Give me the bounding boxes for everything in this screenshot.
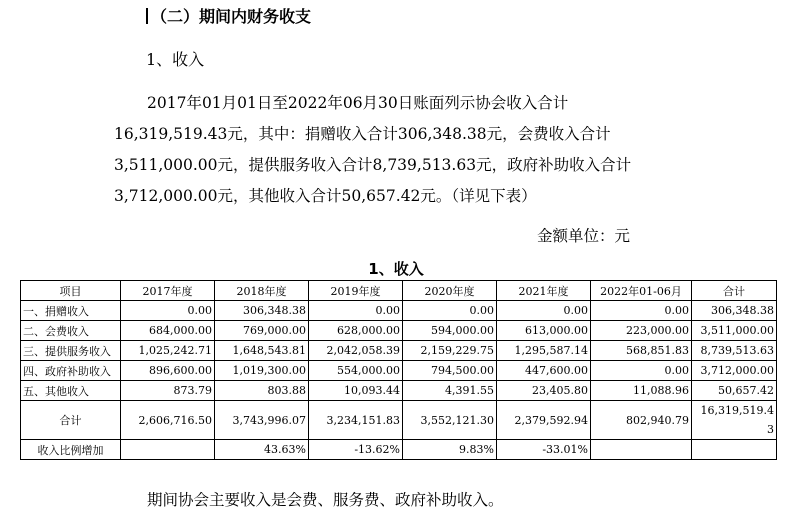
cell: 896,600.00 bbox=[121, 361, 215, 381]
cell: 50,657.42 bbox=[692, 381, 777, 401]
cell: 2,379,592.94 bbox=[497, 401, 591, 440]
cell: -33.01% bbox=[497, 440, 591, 460]
cell bbox=[591, 440, 692, 460]
cell: 794,500.00 bbox=[403, 361, 497, 381]
table-row-total bbox=[21, 401, 777, 440]
cell bbox=[692, 440, 777, 460]
cell: 8,739,513.63 bbox=[692, 341, 777, 361]
header-2021: 2021年度 bbox=[497, 281, 591, 301]
cell: 3,511,000.00 bbox=[692, 321, 777, 341]
row-label: 五、其他收入 bbox=[21, 381, 121, 401]
income-table bbox=[20, 280, 777, 460]
row-label: 合计 bbox=[21, 401, 121, 440]
sub-title: 1、收入 bbox=[146, 50, 205, 69]
cell: 684,000.00 bbox=[121, 321, 215, 341]
table-row-services bbox=[21, 341, 777, 361]
header-total: 合计 bbox=[692, 281, 777, 301]
cell: 3,743,996.07 bbox=[215, 401, 309, 440]
header-2020: 2020年度 bbox=[403, 281, 497, 301]
header-2017: 2017年度 bbox=[121, 281, 215, 301]
row-label: 一、捐赠收入 bbox=[21, 301, 121, 321]
cell: 2,606,716.50 bbox=[121, 401, 215, 440]
cell bbox=[121, 440, 215, 460]
cell: 613,000.00 bbox=[497, 321, 591, 341]
unit-note: 金额单位：元 bbox=[537, 227, 631, 245]
cell: 9.83% bbox=[403, 440, 497, 460]
table-row-ratio bbox=[21, 440, 777, 460]
row-label: 三、提供服务收入 bbox=[21, 341, 121, 361]
cell: 23,405.80 bbox=[497, 381, 591, 401]
cell: 873.79 bbox=[121, 381, 215, 401]
cell: 447,600.00 bbox=[497, 361, 591, 381]
header-2018: 2018年度 bbox=[215, 281, 309, 301]
cell: 0.00 bbox=[403, 301, 497, 321]
cell: 0.00 bbox=[309, 301, 403, 321]
cell: 10,093.44 bbox=[309, 381, 403, 401]
cell: 554,000.00 bbox=[309, 361, 403, 381]
row-label: 二、会费收入 bbox=[21, 321, 121, 341]
header-2022h1: 2022年01-06月 bbox=[591, 281, 692, 301]
cell: 2,042,058.39 bbox=[309, 341, 403, 361]
income-summary-paragraph: 2017年01月01日至2022年06月30日账面列示协会收入合计16,319,519.43元，其中：捐赠收入合计306,348.38元，会费收入合计3,511,000.00元，提供服务收入合计8,739,513.63元，政府补助收入合计3,712,000.00元，其他收入合计50,657.42元。（详见下表） bbox=[114, 94, 632, 205]
table-row-other bbox=[21, 381, 777, 401]
cell: 223,000.00 bbox=[591, 321, 692, 341]
cell: 11,088.96 bbox=[591, 381, 692, 401]
header-2019: 2019年度 bbox=[309, 281, 403, 301]
cell: 1,648,543.81 bbox=[215, 341, 309, 361]
row-label: 四、政府补助收入 bbox=[21, 361, 121, 381]
cell: 306,348.38 bbox=[215, 301, 309, 321]
cell: -13.62% bbox=[309, 440, 403, 460]
cell: 0.00 bbox=[591, 361, 692, 381]
table-header-row bbox=[21, 281, 777, 301]
title-bar-decoration bbox=[146, 8, 148, 24]
cell: 1,295,587.14 bbox=[497, 341, 591, 361]
section-title bbox=[146, 4, 311, 27]
closing-sentence: 期间协会主要收入是会费、服务费、政府补助收入。 bbox=[147, 491, 504, 509]
table-row-membership bbox=[21, 321, 777, 341]
cell: 568,851.83 bbox=[591, 341, 692, 361]
cell: 628,000.00 bbox=[309, 321, 403, 341]
cell: 0.00 bbox=[591, 301, 692, 321]
cell: 1,019,300.00 bbox=[215, 361, 309, 381]
cell: 594,000.00 bbox=[403, 321, 497, 341]
cell: 3,234,151.83 bbox=[309, 401, 403, 440]
table-title: 1、收入 bbox=[368, 260, 424, 278]
cell: 16,319,519.43 bbox=[692, 401, 777, 440]
row-label: 收入比例增加 bbox=[21, 440, 121, 460]
cell: 3,552,121.30 bbox=[403, 401, 497, 440]
table-row-donation bbox=[21, 301, 777, 321]
cell: 1,025,242.71 bbox=[121, 341, 215, 361]
cell: 306,348.38 bbox=[692, 301, 777, 321]
cell: 4,391.55 bbox=[403, 381, 497, 401]
cell: 803.88 bbox=[215, 381, 309, 401]
table-row-government bbox=[21, 361, 777, 381]
cell: 2,159,229.75 bbox=[403, 341, 497, 361]
cell: 3,712,000.00 bbox=[692, 361, 777, 381]
cell: 43.63% bbox=[215, 440, 309, 460]
header-item: 项目 bbox=[21, 281, 121, 301]
cell: 769,000.00 bbox=[215, 321, 309, 341]
cell: 802,940.79 bbox=[591, 401, 692, 440]
cell: 0.00 bbox=[497, 301, 591, 321]
section-title-text: （二）期间内财务收支 bbox=[151, 7, 312, 26]
cell: 0.00 bbox=[121, 301, 215, 321]
